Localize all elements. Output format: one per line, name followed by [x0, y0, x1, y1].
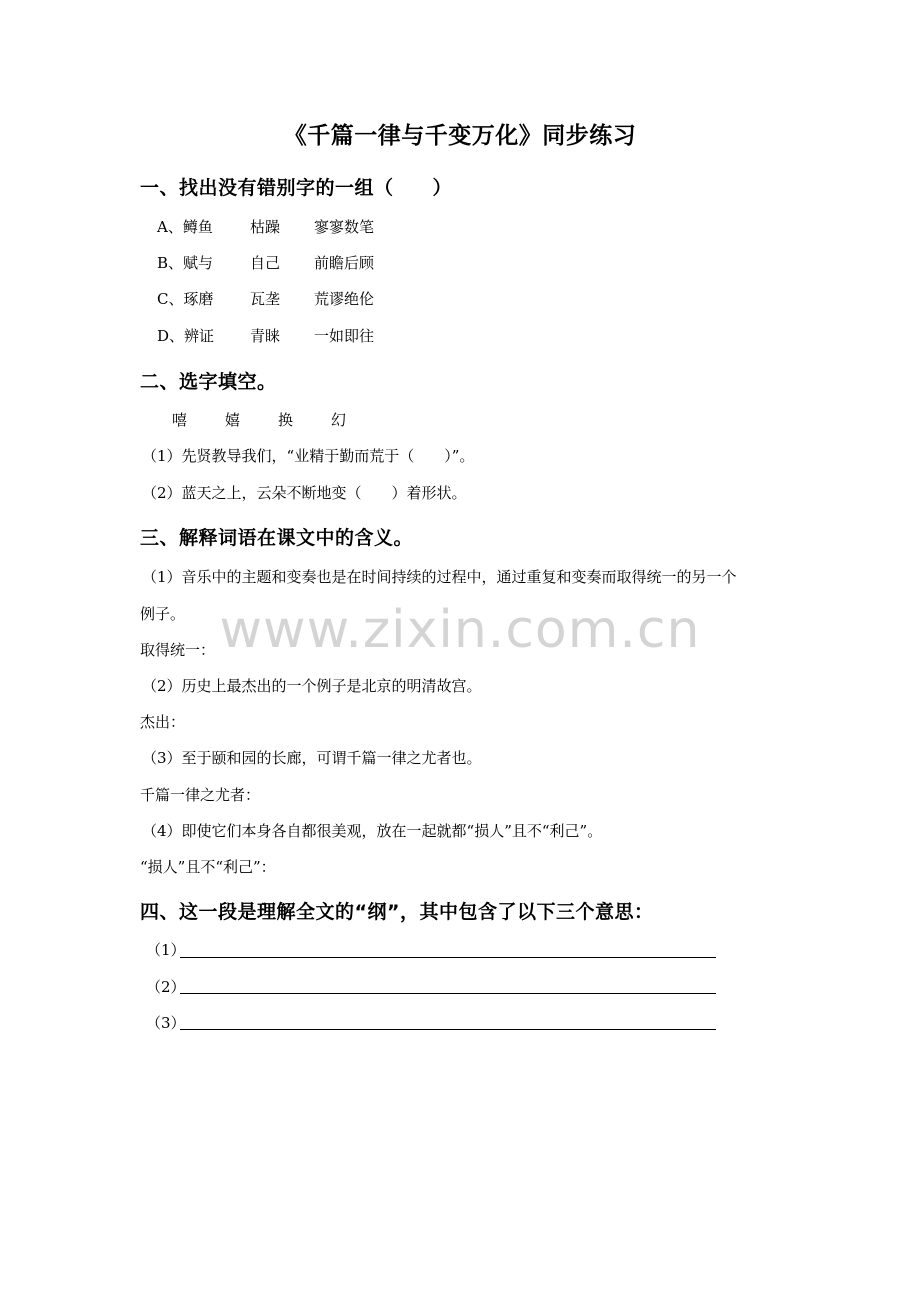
option-c	[157, 288, 374, 309]
section3-answer-2: 杰出：	[140, 713, 186, 731]
section3-answer-3: 千篇一律之尤者：	[140, 786, 261, 804]
option-b	[157, 252, 374, 273]
section3-question-3: （3）至于颐和园的长廊，可谓千篇一律之尤者也。	[142, 749, 482, 767]
section2-heading: 二、选字填空。	[140, 371, 277, 393]
option-b-word2: 前瞻后顾	[314, 254, 375, 272]
option-b-word1: 自己	[250, 254, 281, 272]
answer-blank-2[interactable]	[180, 993, 716, 994]
answer-blank-3[interactable]	[180, 1029, 716, 1030]
answer-row-label: （3）	[146, 1014, 186, 1032]
option-a	[157, 216, 374, 237]
word-choices	[172, 409, 384, 430]
section3-question-2: （2）历史上最杰出的一个例子是北京的明清故宫。	[142, 677, 482, 695]
word-choice: 嬉	[225, 411, 241, 429]
option-c-word1: 瓦垄	[250, 290, 281, 308]
word-choice: 幻	[331, 411, 347, 429]
option-d-label: D、辨证	[157, 327, 215, 345]
section4-heading: 四、这一段是理解全文的“纲”，其中包含了以下三个意思：	[140, 901, 654, 923]
option-d	[157, 325, 374, 346]
section3-heading: 三、解释词语在课文中的含义。	[140, 527, 414, 549]
section3-answer-1: 取得统一：	[140, 641, 216, 659]
option-a-word2: 寥寥数笔	[314, 218, 375, 236]
section3-question-1-line1: （1）音乐中的主题和变奏也是在时间持续的过程中，通过重复和变奏而取得统一的另一个	[142, 568, 737, 586]
word-choice: 嘻	[172, 411, 188, 429]
word-choice: 换	[278, 411, 294, 429]
answer-row-label: （1）	[146, 941, 186, 959]
section3-question-4: （4）即使它们本身各自都很美观，放在一起就都“损人”且不“利己”。	[142, 822, 603, 840]
answer-row-label: （2）	[146, 978, 186, 996]
section2-question-2: （2）蓝天之上，云朵不断地变（ ）着形状。	[142, 484, 467, 502]
section3-answer-4: “损人”且不“利己”：	[140, 858, 276, 876]
option-c-label: C、琢磨	[157, 290, 214, 308]
watermark: www.zixin.com.cn	[219, 600, 701, 660]
option-b-label: B、赋与	[157, 254, 214, 272]
option-a-label: A、鳟鱼	[157, 218, 213, 236]
section2-question-1: （1）先贤教导我们，“业精于勤而荒于（ ）”。	[142, 447, 475, 465]
option-a-word1: 枯躁	[250, 218, 281, 236]
answer-blank-1[interactable]	[180, 957, 716, 958]
option-c-word2: 荒谬绝伦	[314, 290, 375, 308]
option-d-word1: 青睐	[250, 327, 281, 345]
page-title: 《千篇一律与千变万化》同步练习	[283, 123, 637, 149]
section3-question-1-line2: 例子。	[140, 605, 186, 623]
option-d-word2: 一如即往	[314, 327, 375, 345]
section1-heading: 一、找出没有错别字的一组（ ）	[140, 177, 453, 199]
